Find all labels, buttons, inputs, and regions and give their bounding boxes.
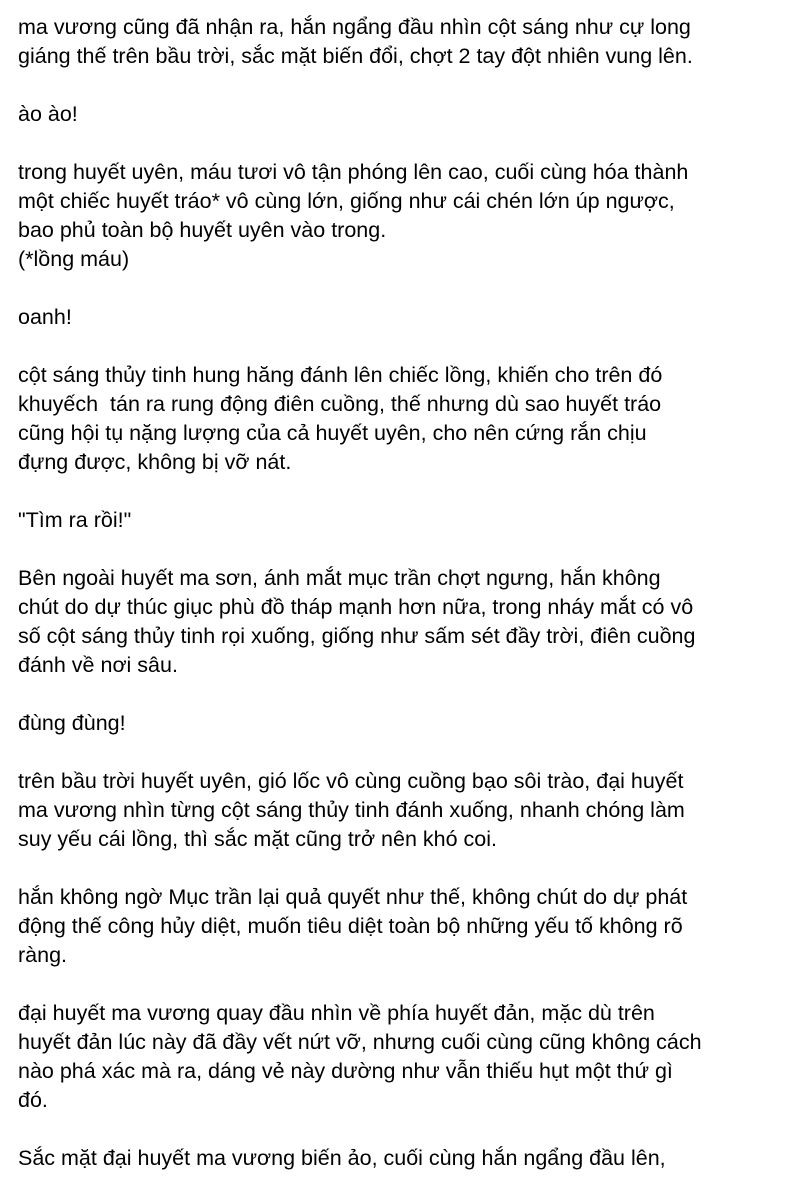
paragraph [18, 1144, 793, 1173]
text-line: đánh về nơi sâu. [18, 653, 178, 677]
paragraph [18, 158, 793, 274]
text-line: giáng thế trên bầu trời, sắc mặt biến đổi, chợt 2 tay đột nhiên vung lên. [18, 44, 693, 68]
text-line: Bên ngoài huyết ma sơn, ánh mắt mục trần chợt ngưng, hắn không [18, 566, 661, 590]
text-line: số cột sáng thủy tinh rọi xuống, giống như sấm sét đầy trời, điên cuồng [18, 624, 696, 648]
text-line: cột sáng thủy tinh hung hăng đánh lên chiếc lồng, khiến cho trên đó [18, 363, 663, 387]
text-line: "Tìm ra rồi!" [18, 508, 132, 532]
text-line: suy yếu cái lồng, thì sắc mặt cũng trở nên khó coi. [18, 827, 497, 851]
text-line: cũng hội tụ nặng lượng của cả huyết uyên, cho nên cứng rắn chịu [18, 421, 647, 445]
text-line: đó. [18, 1088, 48, 1112]
paragraph [18, 883, 793, 970]
paragraph [18, 13, 793, 71]
text-line: chút do dự thúc giục phù đồ tháp mạnh hơn nữa, trong nháy mắt có vô [18, 595, 694, 619]
text-line: trên bầu trời huyết uyên, gió lốc vô cùng cuồng bạo sôi trào, đại huyết [18, 769, 684, 793]
text-line: đựng được, không bị vỡ nát. [18, 450, 292, 474]
paragraph [18, 564, 793, 680]
text-line: khuyếch tán ra rung động điên cuồng, thế nhưng dù sao huyết tráo [18, 392, 662, 416]
text-line: ma vương nhìn từng cột sáng thủy tinh đánh xuống, nhanh chóng làm [18, 798, 685, 822]
paragraph [18, 709, 793, 738]
text-line: huyết đản lúc này đã đầy vết nứt vỡ, nhưng cuối cùng cũng không cách [18, 1030, 702, 1054]
document-page [18, 13, 793, 1202]
paragraph [18, 303, 793, 332]
text-line: (*lồng máu) [18, 247, 130, 271]
text-line: động thế công hủy diệt, muốn tiêu diệt toàn bộ những yếu tố không rõ [18, 914, 683, 938]
text-line: hắn không ngờ Mục trần lại quả quyết như thế, không chút do dự phát [18, 885, 688, 909]
text-line: đại huyết ma vương quay đầu nhìn về phía huyết đản, mặc dù trên [18, 1001, 655, 1025]
text-line: đùng đùng! [18, 711, 126, 735]
text-line: oanh! [18, 305, 72, 329]
text-line: ào ào! [18, 102, 78, 126]
paragraph [18, 999, 793, 1115]
paragraph [18, 767, 793, 854]
text-line: ma vương cũng đã nhận ra, hắn ngẩng đầu nhìn cột sáng như cự long [18, 15, 691, 39]
text-line: bao phủ toàn bộ huyết uyên vào trong. [18, 218, 387, 242]
text-line: ràng. [18, 943, 68, 967]
paragraph [18, 361, 793, 477]
paragraph [18, 506, 793, 535]
text-line: Sắc mặt đại huyết ma vương biến ảo, cuối cùng hắn ngẩng đầu lên, [18, 1146, 666, 1170]
text-line: một chiếc huyết tráo* vô cùng lớn, giống như cái chén lớn úp ngược, [18, 189, 675, 213]
paragraph [18, 100, 793, 129]
text-line: trong huyết uyên, máu tươi vô tận phóng lên cao, cuối cùng hóa thành [18, 160, 689, 184]
text-line: nào phá xác mà ra, dáng vẻ này dường như vẫn thiếu hụt một thứ gì [18, 1059, 673, 1083]
